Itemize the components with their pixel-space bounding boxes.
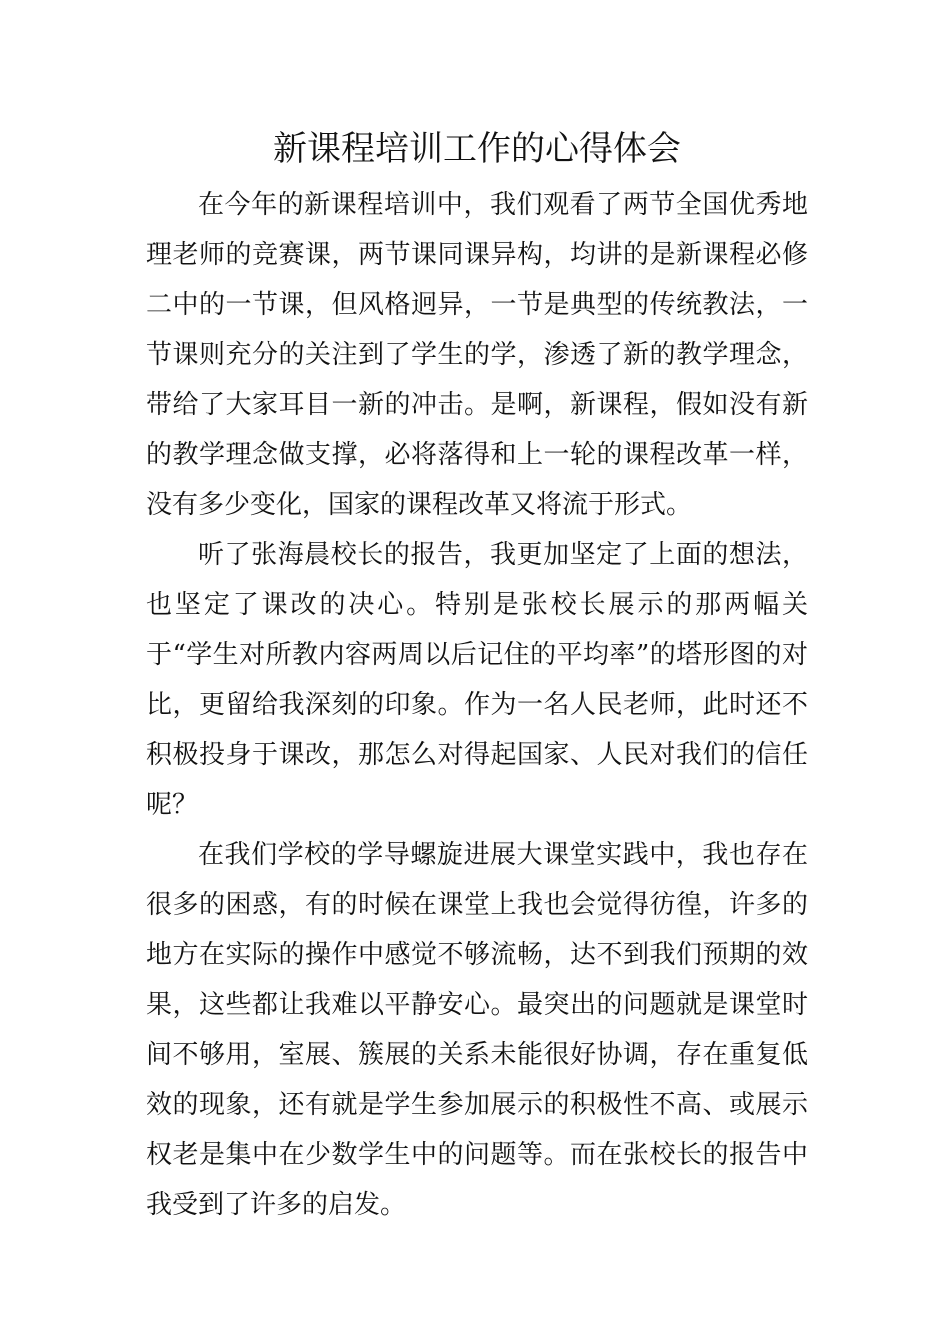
document-title: 新课程培训工作的心得体会 — [273, 129, 681, 169]
document-page — [146, 118, 808, 1230]
paragraph-2: 听了张海晨校长的报告，我更加坚定了上面的想法，也坚定了课改的决心。特别是张校长展示的那两幅关于“学生对所教内容两周以后记住的平均率”的塔形图的对比，更留给我深刻的印象。作为一名人民老师，此时还不积极投身于课改，那怎么对得起国家、人民对我们的信任呢？ — [146, 540, 808, 820]
paragraph-3: 在我们学校的学导螺旋进展大课堂实践中，我也存在很多的困惑，有的时候在课堂上我也会觉得彷徨，许多的地方在实际的操作中感觉不够流畅，达不到我们预期的效果，这些都让我难以平静安心。最突出的问题就是课堂时间不够用，室展、簇展的关系未能很好协调，存在重复低效的现象，还有就是学生参加展示的积极性不高、或展示权老是集中在少数学生中的问题等。而在张校长的报告中我受到了许多的启发。 — [146, 840, 808, 1220]
paragraph-1: 在今年的新课程培训中，我们观看了两节全国优秀地理老师的竞赛课，两节课同课异构，均讲的是新课程必修二中的一节课，但风格迥异，一节是典型的传统教法，一节课则充分的关注到了学生的学，渗透了新的教学理念，带给了大家耳目一新的冲击。是啊，新课程，假如没有新的教学理念做支撑，必将落得和上一轮的课程改革一样，没有多少变化，国家的课程改革又将流于形式。 — [146, 190, 808, 520]
